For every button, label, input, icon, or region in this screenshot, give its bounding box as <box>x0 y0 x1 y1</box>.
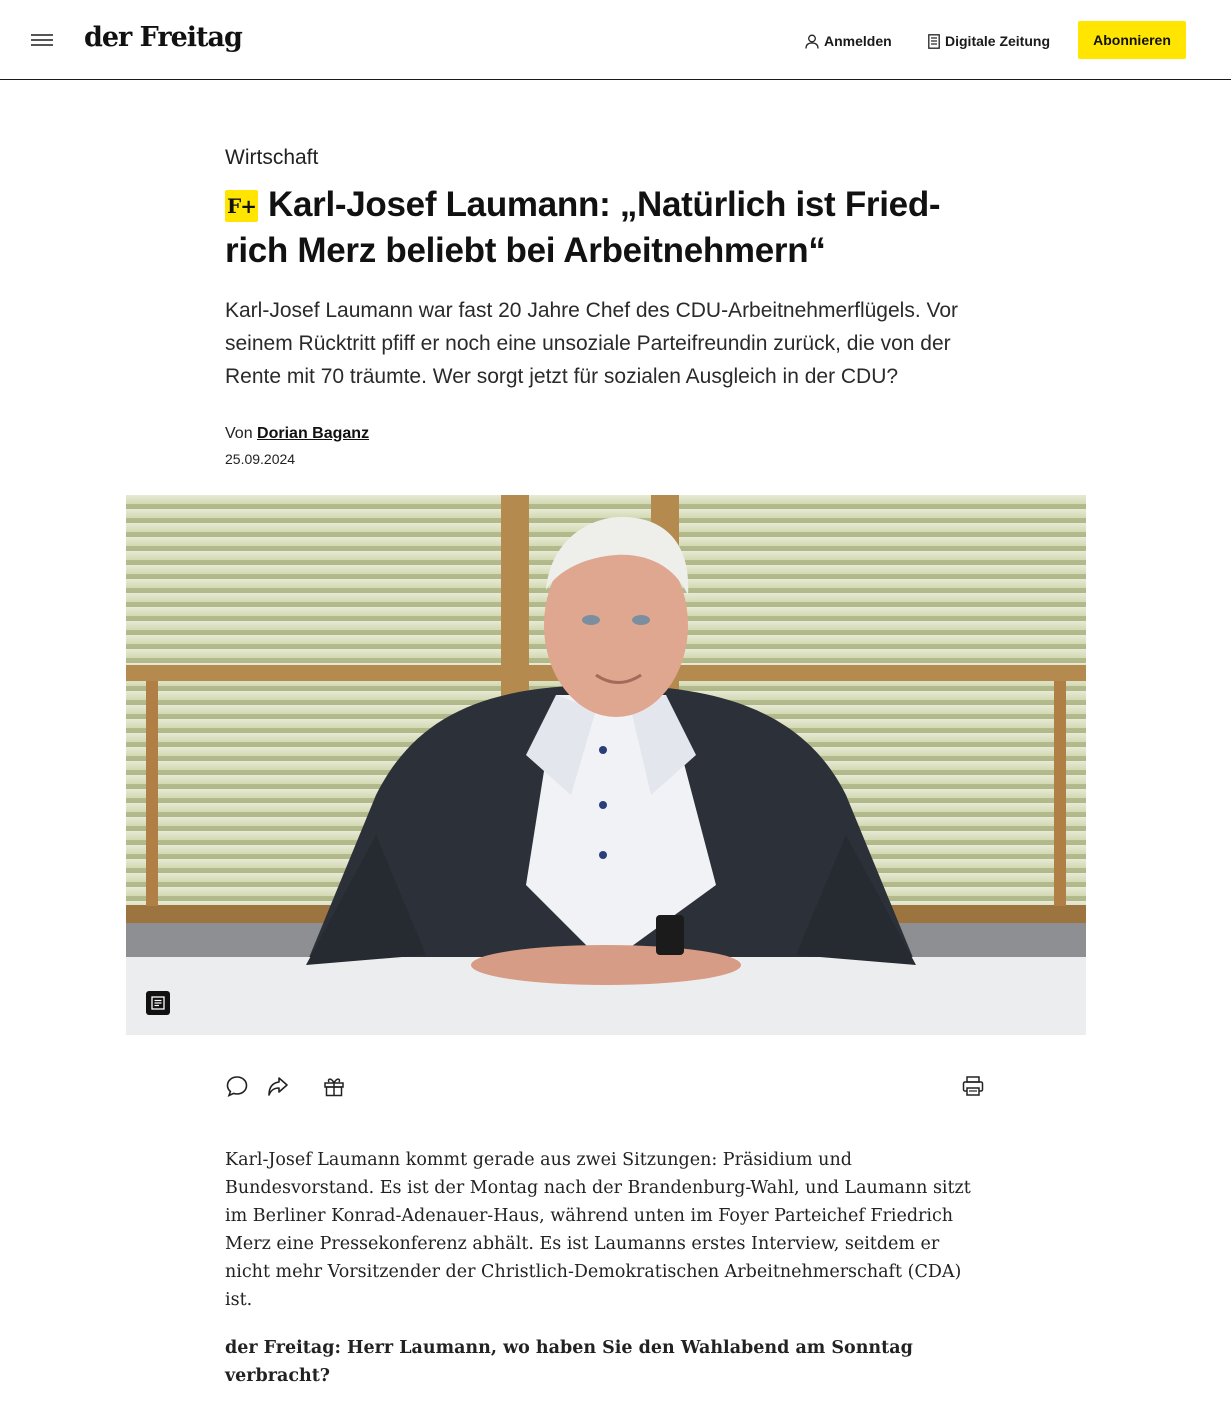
hamburger-menu-icon[interactable] <box>31 34 53 46</box>
caption-icon <box>151 996 165 1010</box>
comment-icon <box>225 1074 249 1098</box>
user-icon <box>805 34 819 49</box>
gift-icon <box>322 1074 346 1098</box>
image-caption-button[interactable] <box>146 991 170 1015</box>
article-kicker[interactable]: Wirtschaft <box>225 146 319 169</box>
publish-date: 25.09.2024 <box>225 451 296 467</box>
print-button[interactable] <box>961 1074 987 1100</box>
article-toolbar <box>225 1074 987 1100</box>
article-teaser: Karl-Josef Laumann war fast 20 Jahre Chef des CDU-Arbeitnehmerflügels. Vor seinem Rücktritt pfiff er noch eine unsoziale Parteifreundin zurück, die von der Rente mit 70 träumte. Wer sorgt jetzt für sozialen Ausgleich in der CDU? <box>225 299 959 388</box>
byline <box>225 425 985 443</box>
login-label: Anmelden <box>824 33 892 49</box>
body-paragraph: Karl-Josef Laumann kommt gerade aus zwei Sitzungen: Präsidium und Bundesvorstand. Es ist der Montag nach der Brandenburg-Wahl, und Laumann sitzt im Berliner Konrad-Adenauer-Haus, während unten im Foyer Parteichef Friedrich Merz eine Pressekonferenz abhält. Es ist Laumanns erstes Interview, seitdem er nicht mehr Vorsitzender der Christlich-Demokratischen Arbeitnehmerschaft (CDA) ist. <box>225 1150 971 1310</box>
subscribe-button[interactable]: Abonnieren <box>1078 21 1186 59</box>
newspaper-icon <box>928 34 940 49</box>
byline-prefix: Von <box>225 425 253 442</box>
site-logo[interactable]: der Freitag <box>84 22 242 53</box>
share-icon <box>266 1074 290 1098</box>
headline-line-2: rich Merz beliebt bei Arbeitnehmern“ <box>225 231 826 270</box>
article-header <box>225 146 985 467</box>
epaper-label: Digitale Zeitung <box>945 33 1050 49</box>
hero-image <box>126 495 1086 1035</box>
print-icon <box>961 1074 985 1098</box>
headline-line-1: Karl-Josef Laumann: „Natürlich ist Fried- <box>268 185 941 224</box>
author-link[interactable]: Dorian Baganz <box>257 425 370 442</box>
epaper-link[interactable] <box>928 31 1050 51</box>
interview-question: der Freitag: Herr Laumann, wo haben Sie den Wahlabend am Sonntag verbracht? <box>225 1338 913 1386</box>
premium-badge-icon: F+ <box>225 190 258 222</box>
article-body <box>225 1146 985 1410</box>
article-headline <box>225 182 985 274</box>
hero-photo-illustration <box>126 495 1086 1035</box>
share-button[interactable] <box>266 1074 292 1100</box>
comment-button[interactable] <box>225 1074 251 1100</box>
gift-button[interactable] <box>322 1074 348 1100</box>
login-link[interactable] <box>805 31 892 51</box>
site-header <box>0 0 1231 80</box>
